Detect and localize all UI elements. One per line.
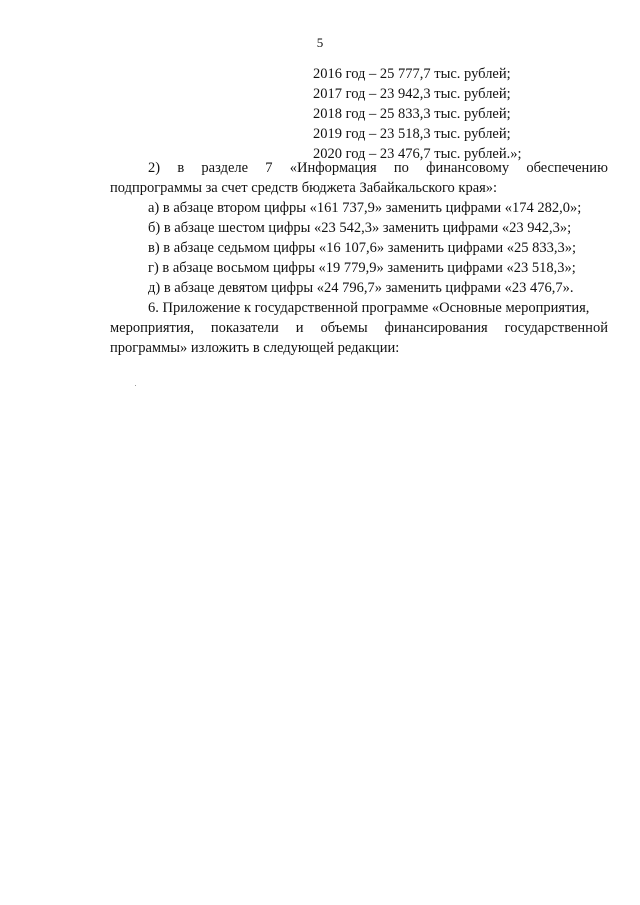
year-line-2020: 2020 год – 23 476,7 тыс. рублей.»; [313, 146, 522, 162]
word: 7 [265, 160, 273, 176]
word: объемы [320, 320, 368, 336]
word: показатели [210, 320, 279, 336]
subitem-a: а) в абзаце втором цифры «161 737,9» заменить цифрами «174 282,0»; [148, 200, 582, 216]
word: по [393, 160, 409, 176]
year-line-2016: 2016 год – 25 777,7 тыс. рублей; [313, 66, 511, 82]
word: «Информация [289, 160, 377, 176]
subitem-d: д) в абзаце девятом цифры «24 796,7» заменить цифрами «23 476,7». [148, 280, 574, 296]
item-2-line-2: подпрограммы за счет средств бюджета Забайкальского края»: [110, 180, 498, 196]
item-6-line-2 [110, 318, 608, 338]
subitem-v: в) в абзаце седьмом цифры «16 107,6» заменить цифрами «25 833,3»; [148, 240, 577, 256]
subitem-g: г) в абзаце восьмом цифры «19 779,9» заменить цифрами «23 518,3»; [148, 260, 576, 276]
item-2-paragraph [110, 158, 608, 198]
word: финансирования [384, 320, 488, 336]
item-6-line-1: 6. Приложение к государственной программе «Основные мероприятия, [148, 300, 590, 316]
year-funding-list [313, 64, 533, 164]
word: мероприятия, [110, 320, 194, 336]
word: государственной [504, 320, 608, 336]
item-6-paragraph [110, 298, 608, 358]
document-body [110, 158, 608, 358]
word: финансовому [426, 160, 510, 176]
item-2-line-1 [110, 158, 608, 178]
scan-speck [135, 385, 136, 386]
word: в [177, 160, 185, 176]
word: разделе [201, 160, 249, 176]
word: и [295, 320, 304, 336]
year-line-2017: 2017 год – 23 942,3 тыс. рублей; [313, 86, 511, 102]
year-line-2019: 2019 год – 23 518,3 тыс. рублей; [313, 126, 511, 142]
page-number: 5 [316, 35, 324, 50]
item-6-line-3: программы» изложить в следующей редакции: [110, 340, 400, 356]
word: 2) [148, 160, 161, 176]
word: обеспечению [526, 160, 608, 176]
year-line-2018: 2018 год – 25 833,3 тыс. рублей; [313, 106, 511, 122]
subitem-b: б) в абзаце шестом цифры «23 542,3» заменить цифрами «23 942,3»; [148, 220, 572, 236]
